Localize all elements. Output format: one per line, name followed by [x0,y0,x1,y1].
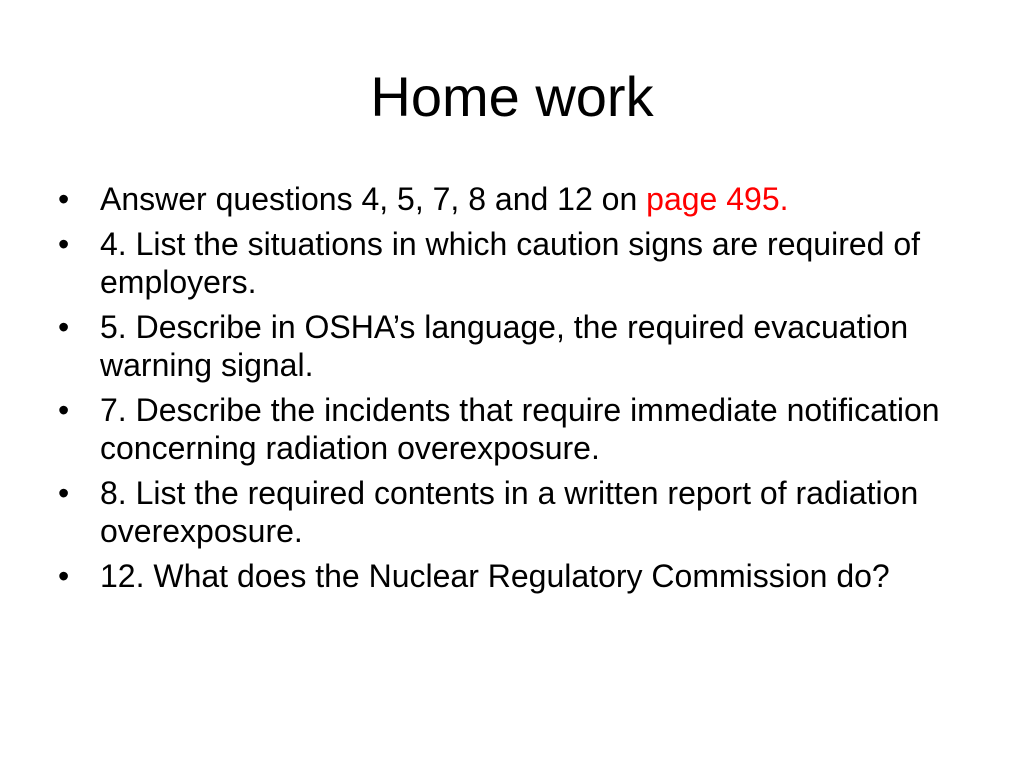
bullet-item-question-8 [56,474,976,550]
bullet-text: 12. What does the Nuclear Regulatory Commission do? [100,558,890,594]
slide-title: Home work [370,65,654,128]
bullet-text: 8. List the required contents in a written report of radiation overexposure. [100,475,919,549]
bullet-icon: • [58,226,70,262]
bullet-item-question-7 [56,391,976,467]
bullet-list [56,180,976,602]
bullet-text: Answer questions 4, 5, 7, 8 and 12 on [100,181,647,217]
bullet-item-question-4 [56,225,976,301]
bullet-item-question-5 [56,308,976,384]
bullet-text: 7. Describe the incidents that require immediate notification concerning radiation overexposure. [100,392,940,466]
bullet-icon: • [58,181,70,217]
bullet-text: 4. List the situations in which caution signs are required of employers. [100,226,921,300]
bullet-icon: • [58,392,70,428]
bullet-icon: • [58,309,70,345]
bullet-icon: • [58,558,70,594]
bullet-text: 5. Describe in OSHA’s language, the required evacuation warning signal. [100,309,909,383]
bullet-item-question-12 [56,557,976,595]
bullet-icon: • [58,475,70,511]
page-reference: page 495. [646,181,789,217]
bullet-item-answer-questions [56,180,976,218]
